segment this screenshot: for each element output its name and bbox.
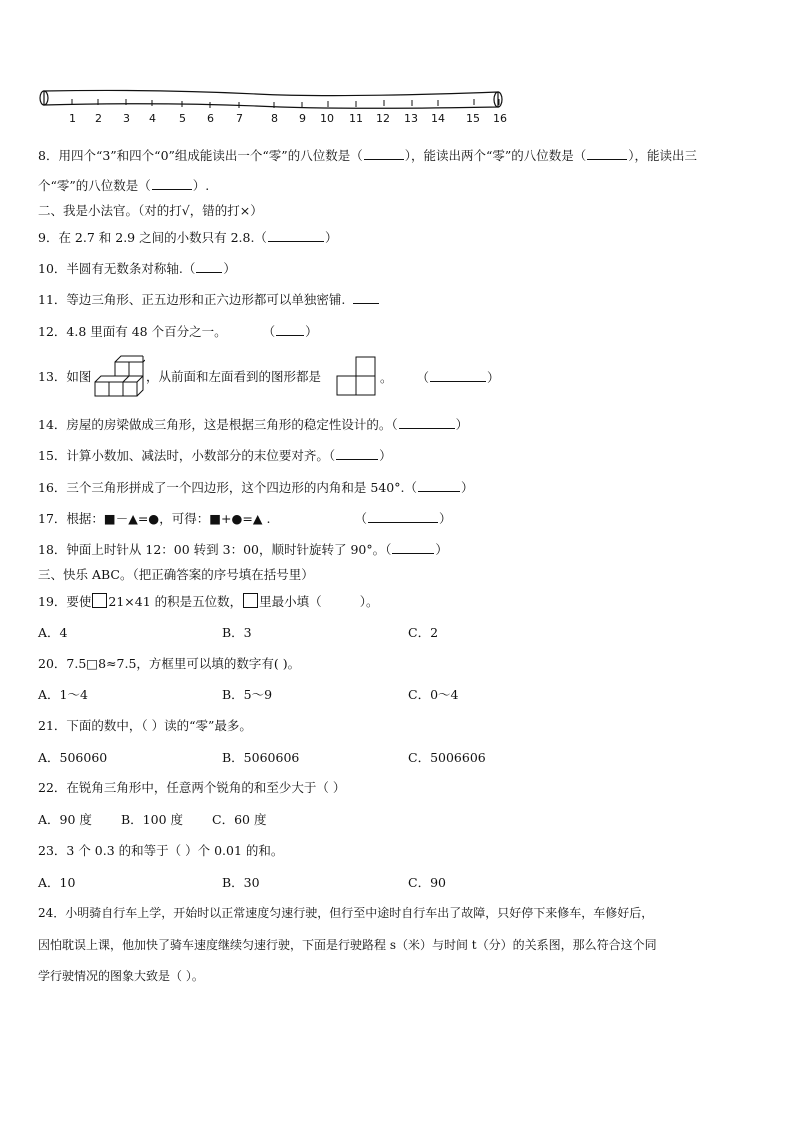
q19-text: ）。 (359, 594, 379, 609)
question-24-line2: 因怕耽误上课，他加快了骑车速度继续匀速行驶，下面是行驶路程 s（米）与时间 t（分）的关系图，那么符合这个同 (38, 938, 657, 952)
question-11 (38, 291, 380, 308)
q8-text: 个“零”的八位数是（ (38, 178, 151, 193)
q19-text: 里最小填（ (259, 594, 322, 609)
ruler-tick: 3 (123, 112, 130, 125)
section-heading-3: 三、快乐 ABC。（把正确答案的序号填在括号里） (38, 567, 314, 582)
section-heading-2: 二、我是小法官。（对的打√，错的打×） (38, 203, 263, 218)
q8-text: ）. (192, 178, 210, 193)
q19-option-b[interactable]: B．3 (222, 625, 252, 640)
ruler-tick: 12 (376, 112, 390, 125)
question-10 (38, 260, 236, 277)
q19-text: 19．要使 (38, 594, 92, 609)
q16-text: 16．三个三角形拼成了一个四边形，这个四边形的内角和是 540°.（ (38, 480, 417, 495)
cube-stack-figure (93, 354, 145, 400)
question-16 (38, 479, 473, 496)
q16-text: ） (460, 480, 474, 495)
q8-text: 8．用四个“3”和四个“0”组成能读出一个“零”的八位数是（ (38, 148, 363, 163)
answer-box[interactable] (243, 593, 258, 608)
question-13 (38, 369, 91, 385)
q22-option-c[interactable]: C．60 度 (212, 812, 267, 827)
ruler-tick: 6 (207, 112, 214, 125)
q20-option-c[interactable]: C．0～4 (408, 687, 459, 702)
view-shape-figure (336, 356, 378, 396)
q13-text: ） (487, 370, 500, 385)
ruler-tick: 15 (466, 112, 480, 125)
answer-blank[interactable] (152, 177, 192, 190)
ruler-tick: 16 (493, 112, 507, 125)
answer-blank[interactable] (392, 541, 434, 554)
q12-text: ） (305, 324, 318, 339)
ruler-tick: 7 (236, 112, 243, 125)
answer-blank[interactable] (399, 416, 455, 429)
q10-text: ） (223, 261, 236, 276)
q13-text: ，从前面和左面看到的图形都是 (146, 369, 322, 384)
q11-text: 11．等边三角形、正五边形和正六边形都可以单独密铺. (38, 292, 346, 307)
ruler-tick: 5 (179, 112, 186, 125)
q21-option-b[interactable]: B．5060606 (222, 750, 300, 765)
question-13-mid (146, 369, 321, 385)
question-9 (38, 229, 337, 246)
q20-option-a[interactable]: A．1～4 (38, 687, 88, 702)
q14-text: ） (455, 417, 469, 432)
answer-blank[interactable] (196, 260, 222, 273)
q17-text: （ (354, 511, 367, 526)
question-22: 22．在锐角三角形中，任意两个锐角的和至少大于（ ） (38, 780, 346, 795)
question-21: 21．下面的数中，（ ）读的“零”最多。 (38, 718, 252, 733)
question-17 (38, 510, 451, 527)
q18-text: ） (435, 542, 448, 557)
question-18 (38, 541, 448, 558)
q15-text: ） (379, 448, 392, 463)
answer-blank[interactable] (336, 447, 378, 460)
q13-text: 。 (380, 370, 393, 385)
q18-text: 18．钟面上时针从 12：00 转到 3：00，顺时针旋转了 90°。（ (38, 542, 392, 557)
ruler-tick: 1 (69, 112, 76, 125)
answer-box[interactable] (92, 593, 107, 608)
q21-option-a[interactable]: A．506060 (38, 750, 108, 765)
ruler-tick: 9 (299, 112, 306, 125)
q15-text: 15．计算小数加、减法时，小数部分的末位要对齐。（ (38, 448, 336, 463)
question-19 (38, 593, 378, 610)
q17-text: 17．根据：■－▲=●，可得：■+●=▲ . (38, 511, 271, 526)
question-15 (38, 447, 392, 464)
q19-option-a[interactable]: A．4 (38, 625, 68, 640)
q19-text: 21×41 的积是五位数， (108, 594, 243, 609)
answer-blank[interactable] (353, 291, 379, 304)
q23-option-c[interactable]: C．90 (408, 875, 446, 890)
q12-text: （ (262, 324, 276, 339)
answer-blank[interactable] (364, 147, 404, 160)
ruler-tick: 2 (95, 112, 102, 125)
q8-text: ），能读出三 (628, 148, 698, 163)
question-24-line1: 24．小明骑自行车上学，开始时以正常速度匀速行驶，但行至中途时自行车出了故障，只好停下来修车，车修好后， (38, 906, 654, 920)
q22-option-a[interactable]: A．90 度 (38, 812, 92, 827)
q23-option-a[interactable]: A．10 (38, 875, 76, 890)
answer-blank[interactable] (587, 147, 627, 160)
q21-option-c[interactable]: C．5006606 (408, 750, 486, 765)
q14-text: 14．房屋的房梁做成三角形，这是根据三角形的稳定性设计的。（ (38, 417, 398, 432)
question-8-line1 (38, 147, 697, 164)
question-14 (38, 416, 468, 433)
question-12 (38, 323, 318, 340)
answer-blank[interactable] (418, 479, 460, 492)
answer-blank[interactable] (276, 323, 304, 336)
answer-blank[interactable] (268, 229, 324, 242)
q8-text: ），能读出两个“零”的八位数是（ (404, 148, 587, 163)
q20-option-b[interactable]: B．5～9 (222, 687, 273, 702)
q23-option-b[interactable]: B．30 (222, 875, 260, 890)
answer-blank[interactable] (368, 510, 438, 523)
ruler-tick: 8 (271, 112, 278, 125)
ruler-tick: 14 (431, 112, 445, 125)
ruler-tick: 13 (404, 112, 418, 125)
question-20: 20．7.5□8≈7.5，方框里可以填的数字有( )。 (38, 656, 301, 671)
ruler-tick: 4 (149, 112, 156, 125)
ruler-figure (36, 86, 506, 112)
question-13-end (380, 369, 500, 386)
question-24-line3: 学行驶情况的图象大致是（ ）。 (38, 969, 204, 983)
q13-text: 13．如图 (38, 369, 92, 384)
q13-text: （ (416, 370, 430, 385)
q22-option-b[interactable]: B．100 度 (121, 812, 184, 827)
ruler-tick: 10 (320, 112, 334, 125)
q9-text: ） (324, 230, 338, 245)
q10-text: 10．半圆有无数条对称轴.（ (38, 261, 196, 276)
q19-option-c[interactable]: C．2 (408, 625, 439, 640)
q17-text: ） (438, 511, 452, 526)
question-8-line2 (38, 177, 209, 194)
ruler-tick: 11 (349, 112, 363, 125)
q12-text: 12．4.8 里面有 48 个百分之一。 (38, 324, 227, 339)
q9-text: 9．在 2.7 和 2.9 之间的小数只有 2.8.（ (38, 230, 267, 245)
question-23: 23．3 个 0.3 的和等于（ ）个 0.01 的和。 (38, 843, 284, 858)
answer-blank[interactable] (430, 369, 486, 382)
